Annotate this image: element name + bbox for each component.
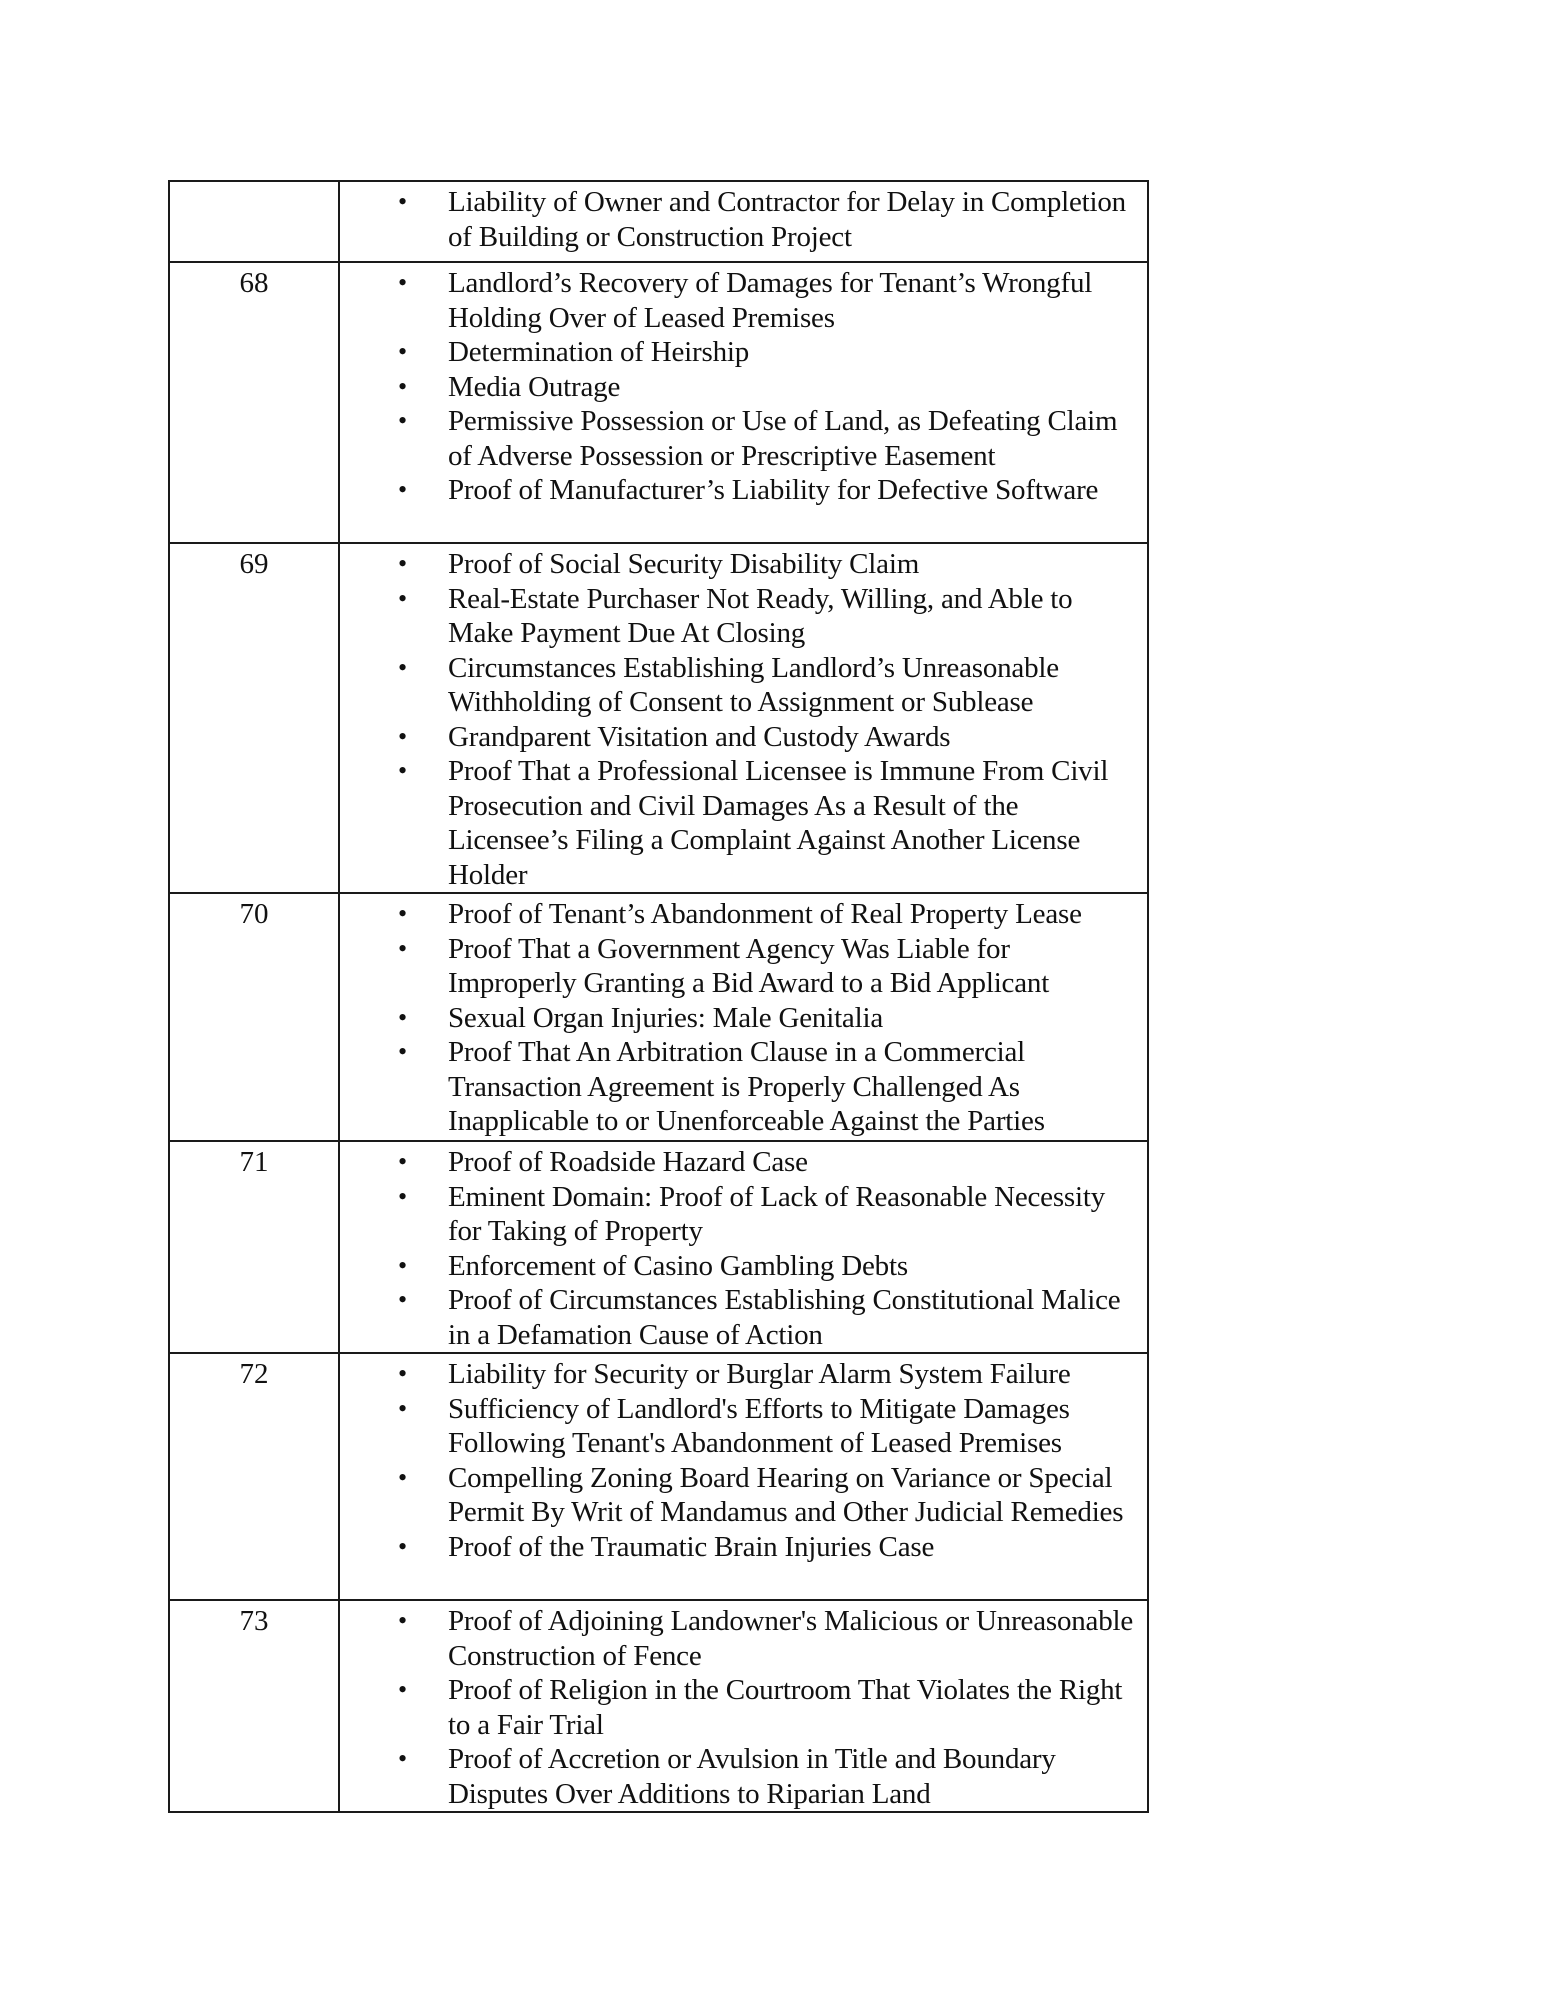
topic-text: Proof of Social Security Disability Claim (448, 548, 920, 580)
topic-text: Landlord’s Recovery of Damages for Tenant’s Wrongful Holding Over of Leased Premises (448, 267, 1093, 334)
bullet-icon: • (398, 1285, 407, 1314)
table-row (169, 543, 1148, 893)
topic-list (340, 547, 1147, 892)
list-item (340, 897, 1147, 932)
topic-text: Grandparent Visitation and Custody Awards (448, 720, 951, 753)
list-item (340, 404, 1147, 473)
topic-list (340, 897, 1147, 1139)
bullet-icon: • (398, 1359, 407, 1388)
bullet-icon: • (398, 549, 407, 578)
topic-text: Proof That An Arbitration Clause in a Commercial Transaction Agreement is Properly Challenged As Inapplicable to or Unenforceable Against the Parties (448, 1036, 1045, 1137)
volume-number-cell: 73 (169, 1600, 339, 1812)
topics-cell (339, 1600, 1148, 1812)
list-item (340, 335, 1147, 370)
topic-list (340, 266, 1147, 508)
bullet-icon: • (398, 899, 407, 928)
list-item (340, 1001, 1147, 1036)
topic-text: Proof of Accretion or Avulsion in Title and Boundary Disputes Over Additions to Riparian Land (448, 1743, 1056, 1810)
list-item (340, 1249, 1147, 1284)
topic-list (340, 185, 1147, 254)
topic-text: Proof of the Traumatic Brain Injuries Case (448, 1530, 935, 1563)
list-item (340, 266, 1147, 335)
topic-text: Determination of Heirship (448, 336, 750, 368)
list-item (340, 1357, 1147, 1392)
table-row (169, 1600, 1148, 1812)
list-item (340, 1604, 1147, 1673)
topic-text: Media Outrage (448, 370, 621, 403)
bullet-icon: • (398, 1744, 407, 1773)
topic-text: Permissive Possession or Use of Land, as Defeating Claim of Adverse Possession or Prescriptive Easement (448, 405, 1118, 472)
volume-topics-table (168, 180, 1149, 1813)
bullet-icon: • (398, 475, 407, 504)
table-row (169, 262, 1148, 543)
volume-number-cell: 72 (169, 1353, 339, 1600)
list-item (340, 1673, 1147, 1742)
topic-list (340, 1145, 1147, 1352)
topic-text: Liability of Owner and Contractor for Delay in Completion of Building or Construction Project (448, 186, 1126, 253)
bullet-icon: • (398, 1531, 407, 1561)
table-body (169, 181, 1148, 1812)
list-item (340, 1283, 1147, 1352)
table-row (169, 181, 1148, 262)
topic-text: Proof of Religion in the Courtroom That Violates the Right to a Fair Trial (448, 1674, 1123, 1741)
topic-list (340, 1357, 1147, 1564)
bullet-icon: • (398, 1002, 407, 1032)
bullet-icon: • (398, 1675, 407, 1704)
volume-number-cell: 71 (169, 1141, 339, 1353)
topic-text: Compelling Zoning Board Hearing on Variance or Special Permit By Writ of Mandamus and Other Judicial Remedies (448, 1461, 1124, 1528)
topic-text: Real-Estate Purchaser Not Ready, Willing, and Able to Make Payment Due At Closing (448, 582, 1073, 649)
topics-cell (339, 543, 1148, 893)
bullet-icon: • (398, 1181, 407, 1211)
bullet-icon: • (398, 1037, 407, 1066)
topic-text: Circumstances Establishing Landlord’s Unreasonable Withholding of Consent to Assignment or Sublease (448, 651, 1059, 718)
list-item (340, 1742, 1147, 1811)
list-item (340, 651, 1147, 720)
bullet-icon: • (398, 1606, 407, 1635)
list-item (340, 1035, 1147, 1139)
topics-cell (339, 1141, 1148, 1353)
topic-text: Proof of Adjoining Landowner's Malicious or Unreasonable Construction of Fence (448, 1605, 1134, 1672)
list-item (340, 1145, 1147, 1180)
topics-cell (339, 893, 1148, 1141)
list-item (340, 754, 1147, 892)
list-item (340, 720, 1147, 755)
bullet-icon: • (398, 1147, 407, 1176)
table-row (169, 893, 1148, 1141)
topic-text: Eminent Domain: Proof of Lack of Reasonable Necessity for Taking of Property (448, 1180, 1106, 1247)
list-item (340, 547, 1147, 582)
bullet-icon: • (398, 721, 407, 751)
topic-text: Proof That a Government Agency Was Liable for Improperly Granting a Bid Award to a Bid Applicant (448, 932, 1050, 999)
bullet-icon: • (398, 1250, 407, 1280)
topics-cell (339, 181, 1148, 262)
bullet-icon: • (398, 337, 407, 366)
table-row (169, 1353, 1148, 1600)
bullet-icon: • (398, 652, 407, 682)
list-item (340, 473, 1147, 508)
volume-number-cell: 68 (169, 262, 339, 543)
list-item (340, 1530, 1147, 1565)
bullet-icon: • (398, 268, 407, 297)
list-item (340, 932, 1147, 1001)
topic-text: Liability for Security or Burglar Alarm System Failure (448, 1358, 1071, 1390)
topic-list (340, 1604, 1147, 1811)
topic-text: Enforcement of Casino Gambling Debts (448, 1249, 908, 1282)
table-row (169, 1141, 1148, 1353)
list-item (340, 1392, 1147, 1461)
topics-cell (339, 262, 1148, 543)
list-item (340, 582, 1147, 651)
list-item (340, 1180, 1147, 1249)
bullet-icon: • (398, 187, 407, 216)
bullet-icon: • (398, 933, 407, 963)
topic-text: Proof of Manufacturer’s Liability for Defective Software (448, 474, 1099, 506)
list-item (340, 1461, 1147, 1530)
volume-number-cell (169, 181, 339, 262)
topic-text: Proof of Tenant’s Abandonment of Real Property Lease (448, 898, 1082, 930)
bullet-icon: • (398, 583, 407, 613)
bullet-icon: • (398, 406, 407, 435)
topics-cell (339, 1353, 1148, 1600)
topic-text: Sexual Organ Injuries: Male Genitalia (448, 1001, 883, 1034)
topic-text: Proof of Roadside Hazard Case (448, 1146, 808, 1178)
topic-text: Proof of Circumstances Establishing Constitutional Malice in a Defamation Cause of Action (448, 1284, 1121, 1351)
list-item (340, 370, 1147, 405)
topic-text: Proof That a Professional Licensee is Immune From Civil Prosecution and Civil Damages As a Result of the Licensee’s Filing a Complaint Against Another License Holder (448, 755, 1109, 891)
bullet-icon: • (398, 1393, 407, 1423)
list-item (340, 185, 1147, 254)
volume-number-cell: 70 (169, 893, 339, 1141)
topic-text: Sufficiency of Landlord's Efforts to Mitigate Damages Following Tenant's Abandonment of Leased Premises (448, 1392, 1070, 1459)
bullet-icon: • (398, 756, 407, 785)
bullet-icon: • (398, 371, 407, 401)
volume-number-cell: 69 (169, 543, 339, 893)
bullet-icon: • (398, 1462, 407, 1492)
